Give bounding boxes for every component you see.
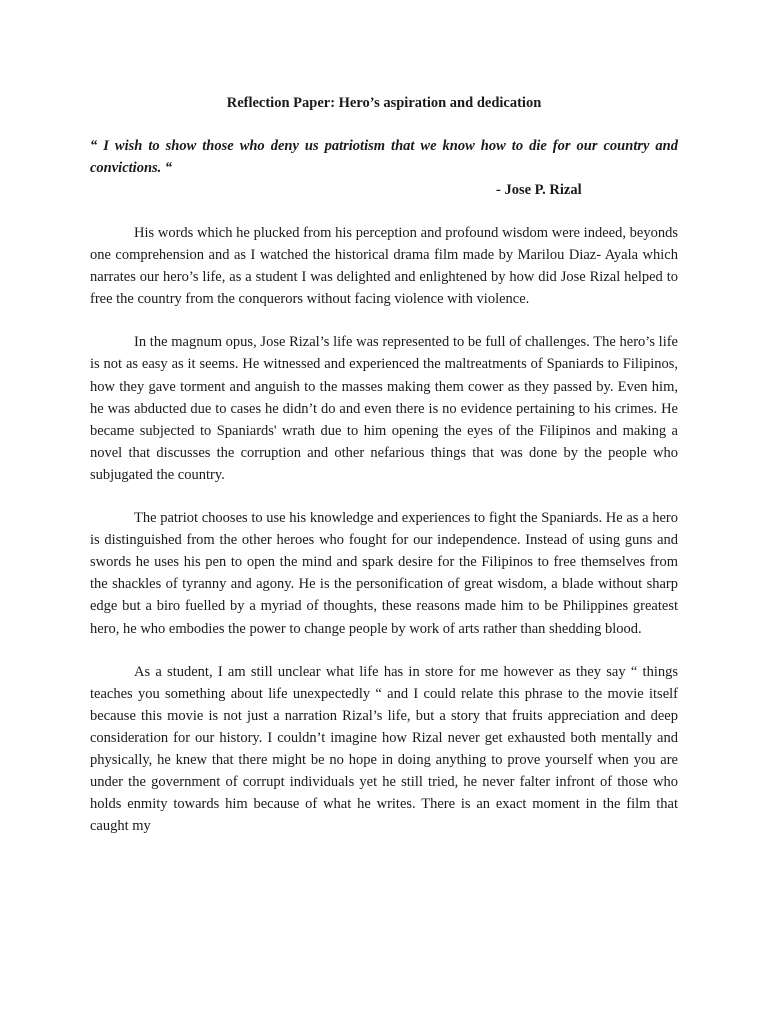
- paragraph-4: As a student, I am still unclear what life has in store for me however as they say “ things teaches you something about life unexpectedly “ and I could relate this phrase to the movie itself because this movie is not just a narration Rizal’s life, but a story that fruits appreciation and deep consideration for our history. I couldn’t imagine how Rizal never get exhausted both mentally and physically, he knew that there might be no hope in doing anything to prove yourself when you are under the government of corrupt individuals yet he still tried, he never falter infront of those who holds enmity towards him because of what he writes. There is an exact moment in the film that caught my: [90, 663, 678, 835]
- rizal-quote: “ I wish to show those who deny us patriotism that we know how to die for our country and convictions. “: [90, 138, 678, 176]
- document-page: [90, 92, 678, 837]
- document-title: Reflection Paper: Hero’s aspiration and dedication: [226, 95, 542, 111]
- paragraph-2: In the magnum opus, Jose Rizal’s life was represented to be full of challenges. The hero’s life is not as easy as it seems. He witnessed and experienced the maltreatments of Spaniards to Filipinos, how they gave torment and anguish to the masses making them cower as they passed by. Even him, he was abducted due to cases he didn’t do and even there is no evidence pertaining to his crimes. He became subjected to Spaniards' wrath due to him opening the eyes of the Filipinos and making a novel that discusses the corruption and other nefarious things that was done by the people who subjugated the country.: [90, 334, 678, 483]
- quote-attribution: - Jose P. Rizal: [496, 182, 582, 198]
- paragraph-3: The patriot chooses to use his knowledge and experiences to fight the Spaniards. He as a hero is distinguished from the other heroes who fought for our independence. Instead of using guns and swords he uses his pen to open the mind and spark desire for the Filipinos to free themselves from the shackles of tyranny and agony. He is the personification of great wisdom, a blade without sharp edge but a biro fuelled by a myriad of thoughts, these reasons made him to be Philippines greatest hero, he who embodies the power to change people by work of arts rather than shedding blood.: [90, 510, 678, 637]
- paragraph-1: His words which he plucked from his perception and profound wisdom were indeed, beyonds one comprehension and as I watched the historical drama film made by Marilou Diaz- Ayala which narrates our hero’s life, as a student I was delighted and enlightened by how did Jose Rizal helped to free the country from the conquerors without facing violence with violence.: [90, 225, 678, 308]
